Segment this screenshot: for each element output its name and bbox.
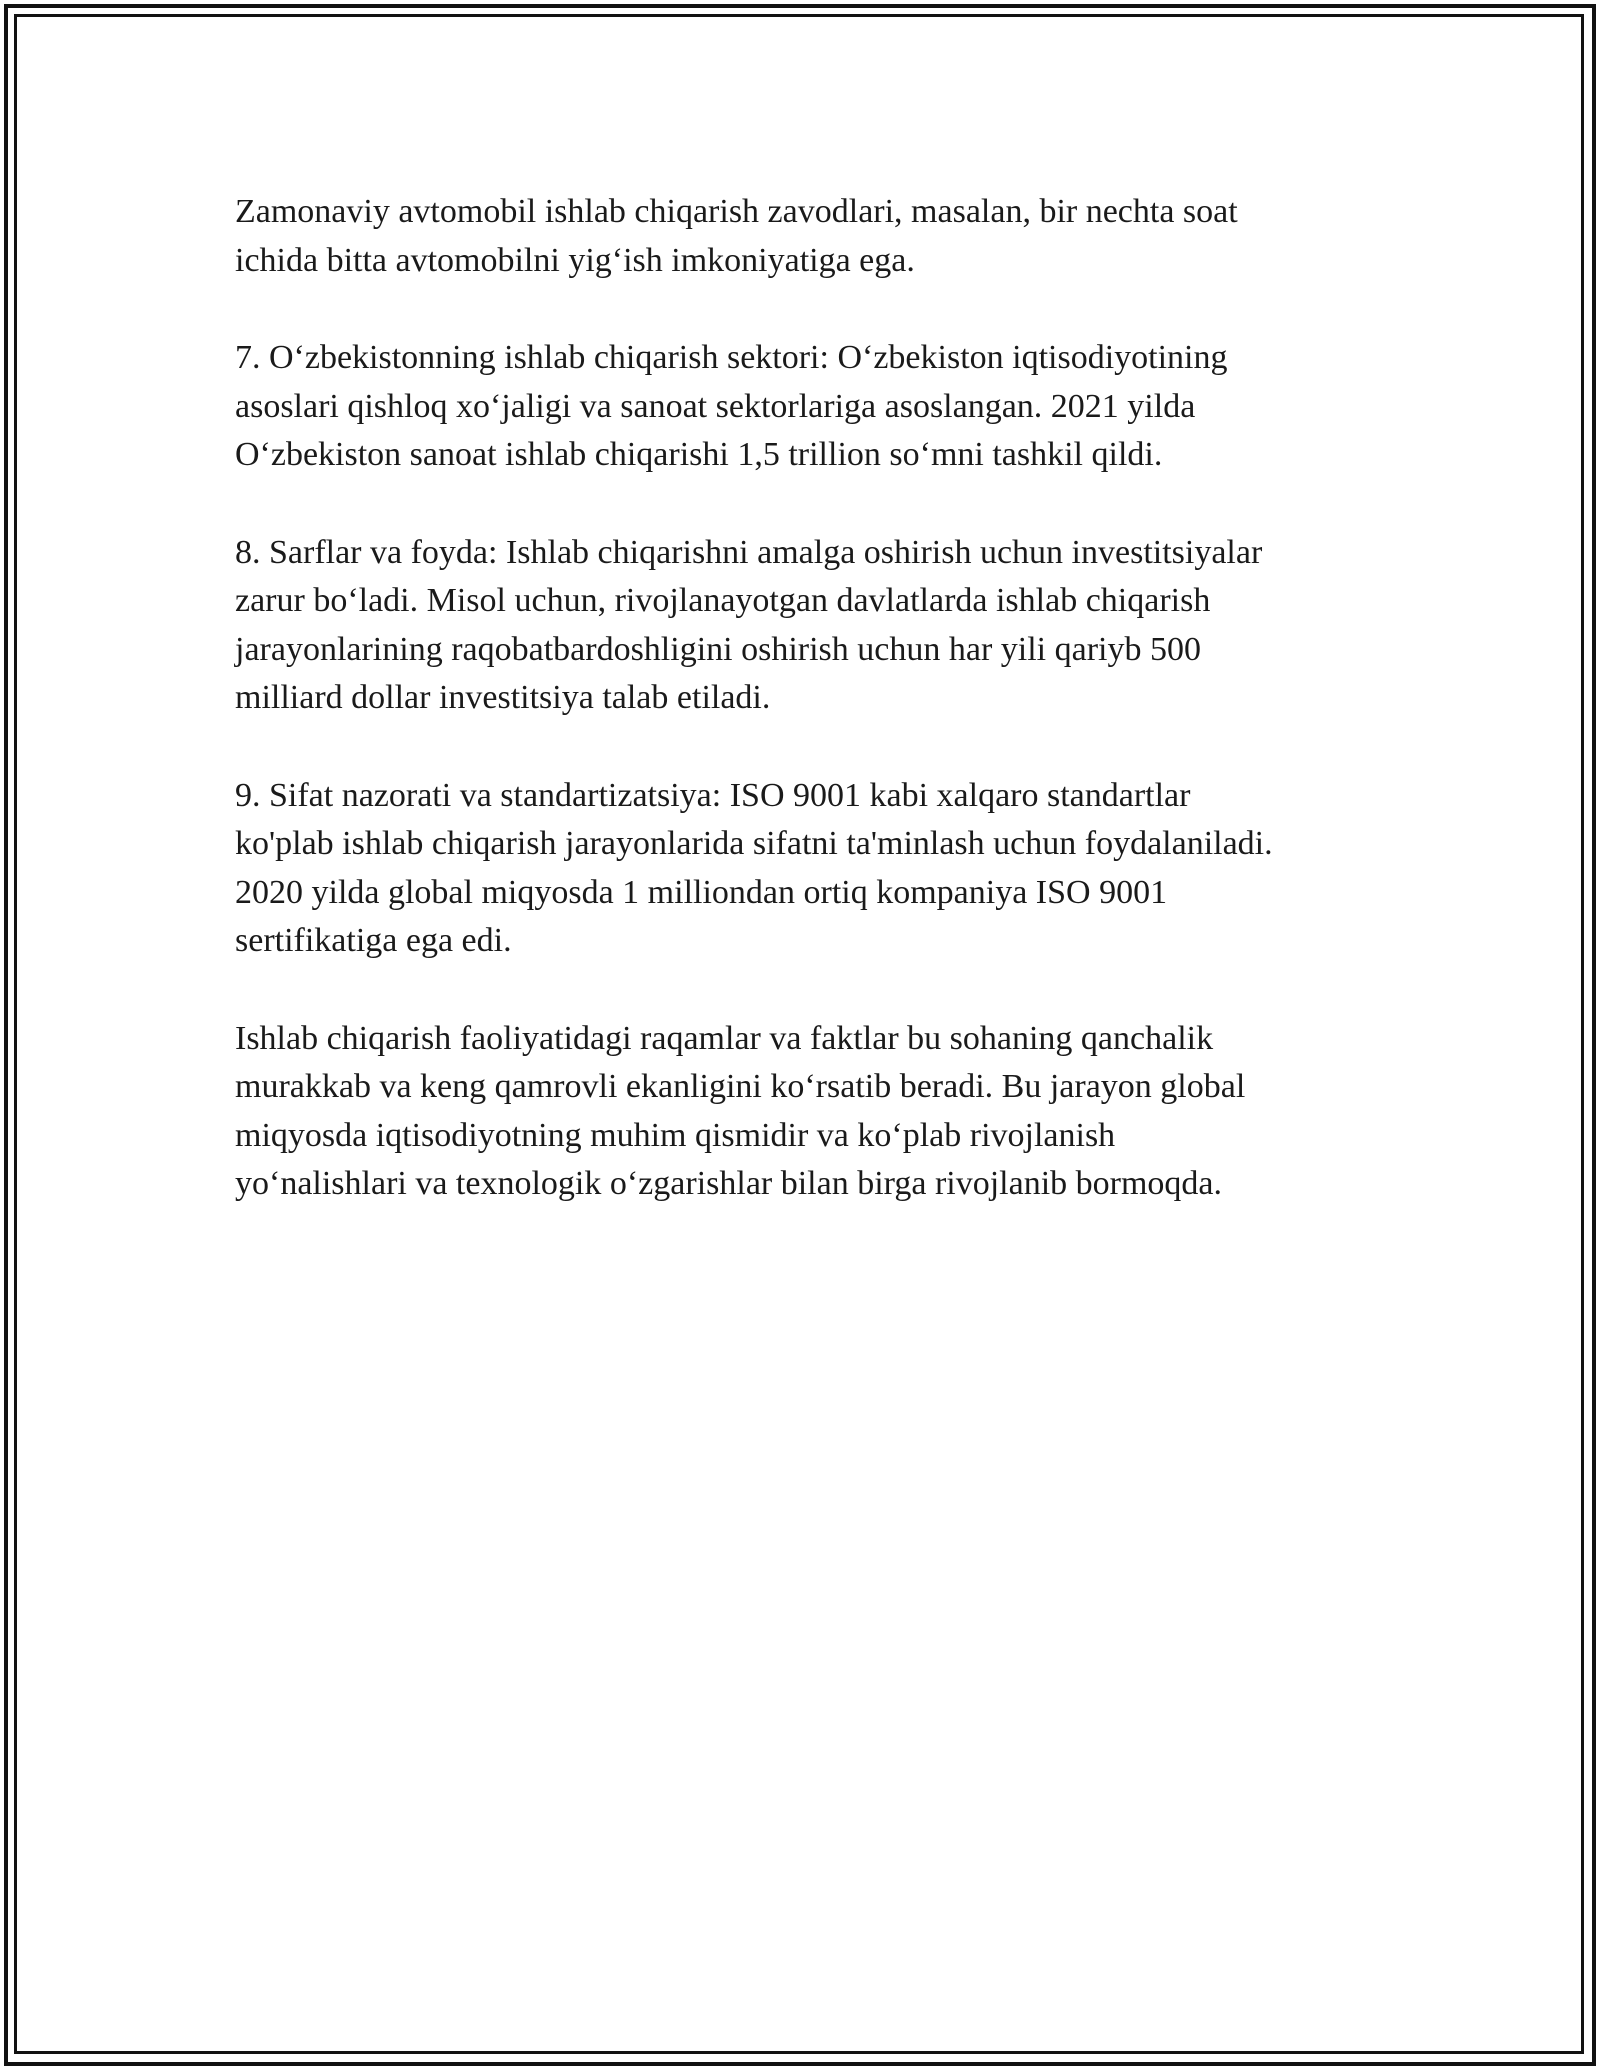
paragraph-uzbekistan-manufacturing-sector: 7. O‘zbekistonning ishlab chiqarish sektori: O‘zbekiston iqtisodiyotining asoslari qishloq xo‘jaligi va sanoat sektorlariga asoslangan. 2021 yilda O‘zbekiston sanoat ishlab chiqarishi 1,5 trillion so‘mni tashkil qildi. xyxy=(235,339,1228,473)
paragraph-conclusion: Ishlab chiqarish faoliyatidagi raqamlar va faktlar bu sohaning qanchalik murakkab va keng qamrovli ekanligini ko‘rsatib beradi. Bu jarayon global miqyosda iqtisodiyotning muhim qismidir va ko‘plab rivojlanish yo‘nalishlari va texnologik o‘zgarishlar bilan birga rivojlanib bormoqda. xyxy=(235,1019,1246,1202)
page-content xyxy=(235,188,1365,1258)
paragraph-costs-and-profit: 8. Sarflar va foyda: Ishlab chiqarishni amalga oshirish uchun investitsiyalar zarur bo‘ladi. Misol uchun, rivojlanayotgan davlatlarda ishlab chiqarish jarayonlarining raqobatbardoshligini oshirish uchun har yili qariyb 500 milliard dollar investitsiya talab etiladi. xyxy=(235,533,1263,716)
paragraph-intro: Zamonaviy avtomobil ishlab chiqarish zavodlari, masalan, bir nechta soat ichida bitta avtomobilni yig‘ish imkoniyatiga ega. xyxy=(235,193,1238,279)
paragraph-quality-control-standards: 9. Sifat nazorati va standartizatsiya: ISO 9001 kabi xalqaro standartlar ko'plab ishlab chiqarish jarayonlarida sifatni ta'minlash uchun foydalaniladi. 2020 yilda global miqyosda 1 milliondan ortiq kompaniya ISO 9001 sertifikatiga ega edi. xyxy=(235,776,1273,959)
